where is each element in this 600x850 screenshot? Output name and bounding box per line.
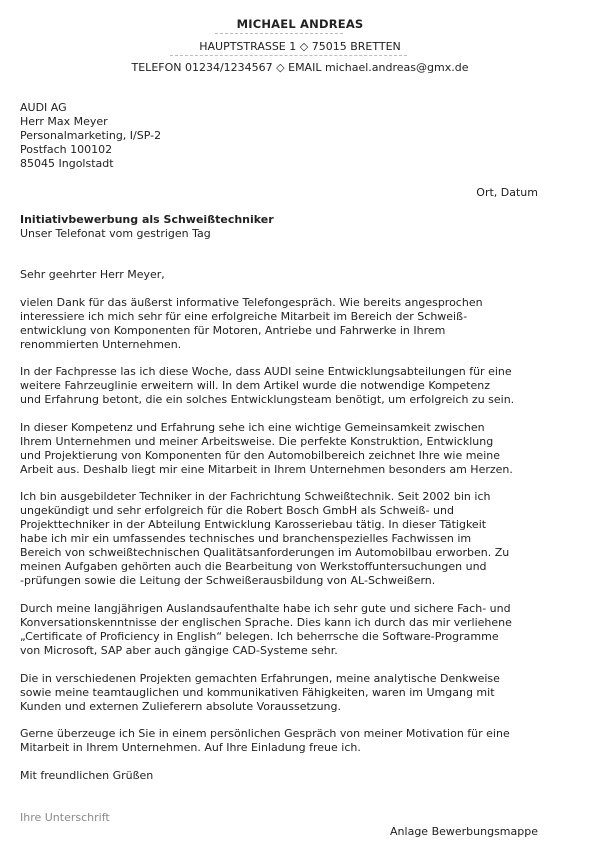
signature-placeholder: Ihre Unterschrift xyxy=(20,811,110,824)
recipient-address xyxy=(20,101,161,171)
paragraph-line: vielen Dank für das äußerst informative Telefongespräch. Wie bereits angesprochen xyxy=(20,296,483,309)
body-paragraph xyxy=(20,672,500,714)
sender-address: HAUPTSTRASSE 1 ◇ 75015 BRETTEN xyxy=(199,40,401,53)
paragraph-line: und Projektierung von Komponenten für den Automobilbereich zeichnet Ihre wie meine xyxy=(20,449,500,462)
paragraph-line: Die in verschiedenen Projekten gemachten Erfahrungen, meine analytische Denkweise xyxy=(20,672,500,685)
body-paragraph xyxy=(20,296,483,352)
place-date: Ort, Datum xyxy=(476,186,538,199)
body-paragraph xyxy=(20,602,512,658)
paragraph-line: habe ich mir ein umfassendes technisches und branchenspezielles Fachwissen im xyxy=(20,532,472,545)
paragraph-line: In dieser Kompetenz und Erfahrung sehe ich eine wichtige Gemeinsamkeit zwischen xyxy=(20,421,485,434)
recipient-line: AUDI AG xyxy=(20,101,67,114)
paragraph-line: „Certificate of Proficiency in English“ belegen. Ich beherrsche die Software-Programme xyxy=(20,630,499,643)
header-divider-top xyxy=(215,33,343,34)
paragraph-line: Kunden und externen Zulieferern absolute Voraussetzung. xyxy=(20,700,341,713)
body-paragraph xyxy=(20,421,513,477)
paragraph-line: weitere Fahrzeuglinie erweitern will. In dem Artikel wurde die notwendige Kompetenz xyxy=(20,379,491,392)
subject-block xyxy=(20,213,274,241)
paragraph-line: meinen Aufgaben gehörten auch die Bearbeitung von Werkstoffuntersuchungen und xyxy=(20,560,487,573)
paragraph-line: und Erfahrung betont, die ein solches Entwicklungsteam benötigt, um erfolgreich zu sein. xyxy=(20,393,515,406)
paragraph-line: sowie meine teamtauglichen und kommunikativen Fähigkeiten, waren im Umgang mit xyxy=(20,686,495,699)
sender-name: MICHAEL ANDREAS xyxy=(236,17,364,31)
paragraph-line: Durch meine langjährigen Auslandsaufenthalte habe ich sehr gute und sichere Fach- und xyxy=(20,602,511,615)
paragraph-line: renommierten Unternehmen. xyxy=(20,338,182,351)
sender-contact: TELEFON 01234/1234567 ◇ EMAIL michael.andreas@gmx.de xyxy=(131,61,469,74)
salutation: Sehr geehrter Herr Meyer, xyxy=(20,268,165,281)
paragraph-line: Mitarbeit in Ihrem Unternehmen. Auf Ihre Einladung freue ich. xyxy=(20,741,361,754)
paragraph-line: Bereich von schweißtechnischen Qualitätsanforderungen im Automobilbau erworben. Zu xyxy=(20,546,510,559)
header-divider-bottom xyxy=(170,55,407,56)
body-paragraph xyxy=(20,727,510,755)
paragraph-line: Konversationskenntnisse der englischen Sprache. Dies kann ich durch das mir verliehene xyxy=(20,616,512,629)
paragraph-line: Gerne überzeuge ich Sie in einem persönlichen Gespräch von meiner Motivation für eine xyxy=(20,727,510,740)
paragraph-line: Projekttechniker in der Abteilung Entwicklung Karosseriebau tätig. In dieser Tätigkeit xyxy=(20,518,487,531)
paragraph-line: -prüfungen sowie die Leitung der Schweißerausbildung von AL-Schweißern. xyxy=(20,574,436,587)
paragraph-line: von Microsoft, SAP aber auch gängige CAD-Systeme sehr. xyxy=(20,644,338,657)
paragraph-line: In der Fachpresse las ich diese Woche, dass AUDI seine Entwicklungsabteilungen für eine xyxy=(20,365,512,378)
paragraph-line: interessiere ich mich sehr für eine erfolgreiche Mitarbeit im Bereich der Schweiß- xyxy=(20,310,468,323)
recipient-line: 85045 Ingolstadt xyxy=(20,157,114,170)
paragraph-line: Arbeit aus. Deshalb liegt mir eine Mitarbeit in Ihrem Unternehmen besonders am Herzen. xyxy=(20,463,513,476)
paragraph-line: ungekündigt und sehr erfolgreich für die Robert Bosch GmbH als Schweiß- und xyxy=(20,504,454,517)
recipient-line: Herr Max Meyer xyxy=(20,115,108,128)
closing: Mit freundlichen Grüßen xyxy=(20,769,154,782)
body-paragraph xyxy=(20,490,509,588)
recipient-line: Personalmarketing, I/SP-2 xyxy=(20,129,162,142)
subject-title: Initiativbewerbung als Schweißtechniker xyxy=(20,213,274,226)
subject-reference: Unser Telefonat vom gestrigen Tag xyxy=(20,227,211,240)
recipient-line: Postfach 100102 xyxy=(20,143,113,156)
body-paragraph xyxy=(20,365,514,407)
paragraph-line: entwicklung von Komponenten für Motoren, Antriebe und Fahrwerke in Ihrem xyxy=(20,324,446,337)
attachment-note: Anlage Bewerbungsmappe xyxy=(390,825,538,838)
paragraph-line: Ich bin ausgebildeter Techniker in der Fachrichtung Schweißtechnik. Seit 2002 bin ich xyxy=(20,490,491,503)
paragraph-line: Ihrem Unternehmen und meiner Arbeitsweise. Die perfekte Konstruktion, Entwicklung xyxy=(20,435,494,448)
